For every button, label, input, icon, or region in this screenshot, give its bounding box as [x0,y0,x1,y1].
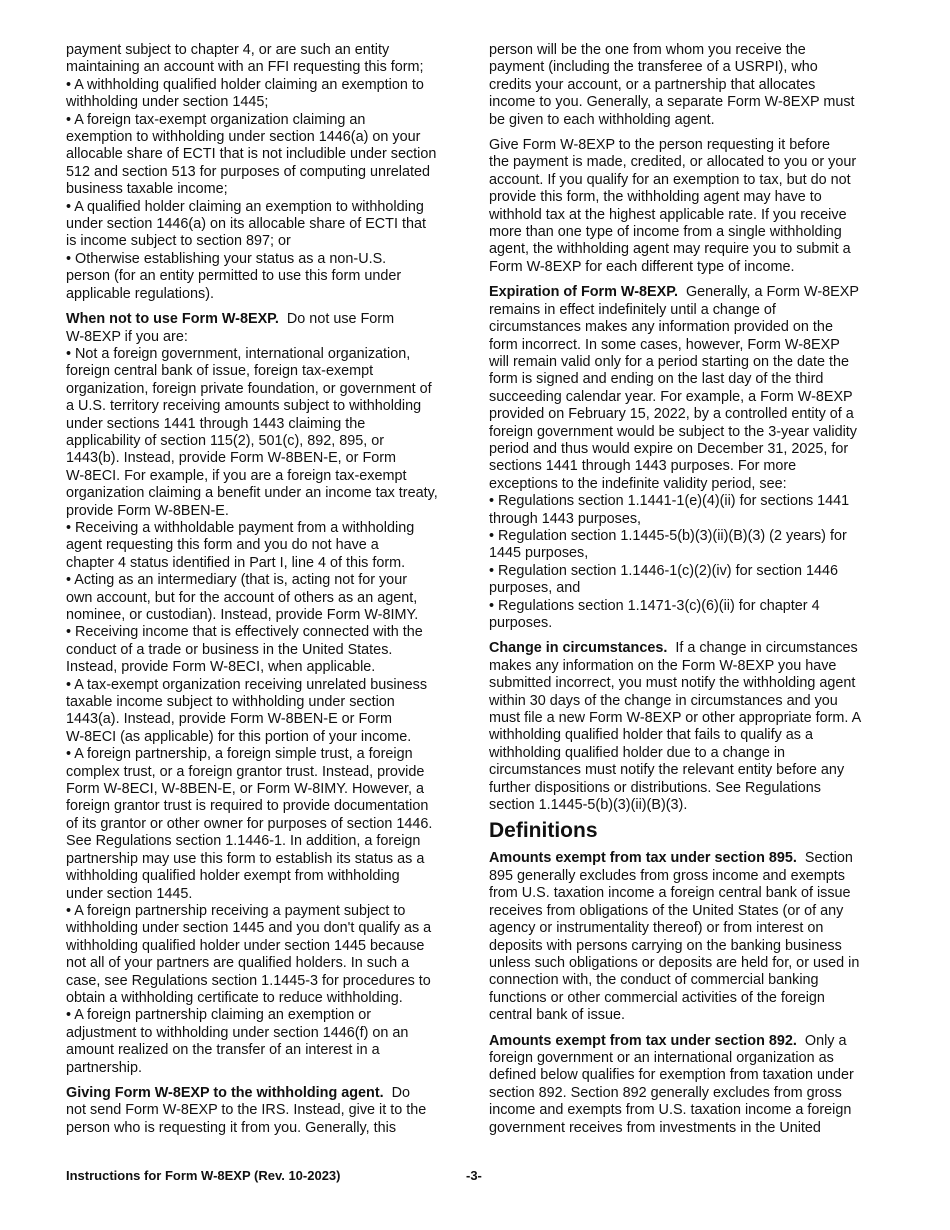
text-line: section 892. Section 892 generally excludes from gross [489,1084,842,1101]
text-line: • A foreign partnership receiving a payment subject to [66,902,406,919]
text-line: foreign government would be subject to the 3-year validity [489,423,857,440]
text-line: exemption to withholding under section 1446(a) on your [66,129,421,146]
text-line: partnership may use this form to establish its status as a [66,850,425,867]
text-line: account. If you qualify for an exemption to tax, but do not [489,171,851,188]
paragraph-gap [489,632,887,640]
text-line: • Not a foreign government, international organization, [66,345,411,362]
text-line: receives from obligations of the United States (or of any [489,902,844,919]
text-line: form incorrect. In some cases, however, Form W-8EXP [489,336,840,353]
text-line: of its grantor or other owner for purposes of section 1446. [66,815,433,832]
text-line: agent, the withholding agent may require you to submit a [489,241,851,258]
text-line: • Receiving income that is effectively connected with the [66,624,423,641]
text-line: Amounts exempt from tax under section 892. Only a [489,1032,847,1049]
text-line: business taxable income; [66,181,228,198]
text-line: period and thus would expire on December 31, 2025, for [489,440,849,457]
text-line: central bank of issue. [489,1007,625,1024]
text-line: will remain valid only for a period starting on the date the [489,353,849,370]
text-line: from U.S. taxation income a foreign central bank of issue [489,885,851,902]
text-line: • A foreign partnership claiming an exemption or [66,1007,372,1024]
text-line: • Regulation section 1.1445-5(b)(3)(ii)(B)(3) (2 years) for [489,527,847,544]
run-in-heading: Change in circumstances. [489,640,668,657]
text-line: functions or other commercial activities of the foreign [489,989,825,1006]
text-line: • A withholding qualified holder claiming an exemption to [66,76,424,93]
text-line: When not to use Form W-8EXP. Do not use Form [66,311,395,328]
paragraph-gap [66,303,462,311]
text-line: the payment is made, credited, or allocated to you or your [489,154,857,171]
text-line: • A tax-exempt organization receiving unrelated business [66,676,428,693]
text-line: person who is requesting it from you. Generally, this [66,1119,397,1136]
text-line: foreign grantor trust is required to provide documentation [66,798,429,815]
text-line: • Regulation section 1.1446-1(c)(2)(iv) for section 1446 [489,562,838,579]
text-line: maintaining an account with an FFI requesting this form; [66,59,424,76]
text-line: W-8ECI (as applicable) for this portion of your income. [66,728,412,745]
text-line: Amounts exempt from tax under section 895. Section [489,850,853,867]
text-line: purposes. [489,615,553,631]
text-line: nominee, or custodian). Instead, provide Form W-8IMY. [66,607,419,623]
paragraph-gap [489,276,887,284]
text-line: W-8ECI. For example, if you are a foreign tax-exempt [66,467,407,484]
text-line: under section 1446(a) on its allocable share of ECTI that [66,216,426,233]
text-line: circumstances makes any information provided on the [489,319,833,336]
text-line: foreign central bank of issue, foreign tax-exempt [66,363,374,380]
text-line: partnership. [66,1059,142,1076]
text-line: foreign government or an international organization as [489,1049,834,1066]
page-number: -3- [466,1168,482,1183]
text-line: withholding qualified holder under section 1445 because [66,937,425,954]
text-line: allocable share of ECTI that is not includible under section [66,146,437,163]
right-column [489,42,887,1137]
text-line: complex trust, or a foreign grantor trust. Instead, provide [66,763,425,780]
text-line: Instead, provide Form W-8ECI, when applicable. [66,659,376,676]
text-line: organization, foreign private foundation, or government of [66,380,432,397]
run-in-heading: Expiration of Form W-8EXP. [489,284,678,301]
text-line: must file a new Form W-8EXP or other appropriate form. A [489,710,862,727]
text-line: withholding qualified holder exempt from withholding [66,868,400,885]
text-line: under sections 1441 through 1443 claiming the [66,415,366,432]
footer-title: Instructions for Form W-8EXP (Rev. 10-2023) [66,1168,341,1183]
text-line: obtain a withholding certificate to reduce withholding. [66,989,403,1006]
text-line: W-8EXP if you are: [66,328,188,345]
text-line: further dispositions or distributions. See Regulations [489,779,821,796]
text-line: under section 1445. [66,885,193,902]
text-line: Change in circumstances. If a change in circumstances [489,640,858,657]
text-line: 1443(a). Instead, provide Form W-8BEN-E or Form [66,711,393,728]
text-line: succeeding calendar year. For example, a Form W-8EXP [489,388,853,405]
text-line: Form W-8EXP for each different type of income. [489,258,795,275]
text-line: person (for an entity permitted to use this form under [66,268,402,285]
text-line: chapter 4 status identified in Part I, line 4 of this form. [66,554,406,571]
text-line: own account, but for the account of others as an agent, [66,589,418,606]
text-line: through 1443 purposes, [489,510,642,527]
text-line: withholding under section 1445 and you don't qualify as a [66,920,432,937]
text-line: • Otherwise establishing your status as a non-U.S. [66,250,387,267]
text-line: is income subject to section 897; or [66,233,291,250]
text-line: within 30 days of the change in circumstances and you [489,692,838,709]
text-line: 1443(b). Instead, provide Form W-8BEN-E, or Form [66,450,397,467]
section-heading: Definitions [489,819,598,843]
run-in-heading: Amounts exempt from tax under section 895. [489,850,797,867]
text-line: Give Form W-8EXP to the person requesting it before [489,137,831,154]
text-line: • Acting as an intermediary (that is, acting not for your [66,572,407,589]
text-line: withholding qualified holder due to a change in [489,744,786,761]
text-line: government receives from investments in the United [489,1119,821,1136]
text-line: withholding under section 1445; [66,94,269,111]
text-line: circumstances must notify the relevant entity before any [489,762,845,779]
text-line: applicable regulations). [66,285,214,302]
text-line: • A foreign tax-exempt organization claiming an [66,111,366,128]
text-line: withholding qualified holder that fails to qualify as a [489,727,813,744]
text-line: agent requesting this form and you do not have a [66,537,379,554]
text-line: payment subject to chapter 4, or are such an entity [66,42,390,58]
text-line: • A foreign partnership, a foreign simple trust, a foreign [66,746,413,763]
text-line: See Regulations section 1.1446-1. In addition, a foreign [66,833,421,850]
text-line: provide this form, the withholding agent may have to [489,189,822,206]
text-line: withhold tax at the highest applicable rate. If you receive [489,206,847,223]
text-line: a U.S. territory receiving amounts subject to withholding [66,398,422,415]
text-line: • Regulations section 1.1471-3(c)(6)(ii) for chapter 4 [489,597,820,614]
text-line: • Receiving a withholdable payment from a withholding [66,519,415,536]
text-line: organization claiming a benefit under an income tax treaty, [66,485,438,502]
text-line: 1445 purposes, [489,545,589,562]
text-line: amount realized on the transfer of an interest in a [66,1042,380,1059]
run-in-heading: When not to use Form W-8EXP. [66,311,279,328]
text-line: not all of your partners are qualified holders. In such a [66,955,410,972]
text-line: deposits with persons carrying on the banking business [489,937,842,954]
text-line: defined below qualifies for exemption from taxation under [489,1067,854,1084]
text-line: not send Form W-8EXP to the IRS. Instead, give it to the [66,1102,427,1119]
text-line: provide Form W-8BEN-E. [66,502,229,519]
text-line: income to you. Generally, a separate Form W-8EXP must [489,94,855,111]
text-line: credits your account, or a partnership that allocates [489,76,816,93]
text-line: payment (including the transferee of a USRPI), who [489,59,818,76]
text-line: 895 generally excludes from gross income and exempts [489,867,845,884]
run-in-heading: Giving Form W-8EXP to the withholding agent. [66,1084,384,1101]
text-line: unless such obligations or deposits are held for, or used in [489,954,860,971]
text-line: person will be the one from whom you receive the [489,42,806,58]
text-line: be given to each withholding agent. [489,111,715,128]
text-line: makes any information on the Form W-8EXP you have [489,657,837,674]
text-line: Form W-8ECI, W-8BEN-E, or Form W-8IMY. However, a [66,781,424,798]
text-line: income and exempts from U.S. taxation income a foreign [489,1102,852,1119]
left-column [66,42,462,1137]
text-line: applicability of section 115(2), 501(c), 892, 895, or [66,432,385,449]
paragraph-gap [489,1025,887,1033]
run-in-heading: Amounts exempt from tax under section 892. [489,1032,797,1049]
text-line: remains in effect indefinitely until a change of [489,301,776,318]
text-line: exceptions to the indefinite validity period, see: [489,475,787,492]
text-line: section 1.1445-5(b)(3)(ii)(B)(3). [489,797,688,814]
text-line: case, see Regulations section 1.1445-3 for procedures to [66,972,431,989]
paragraph-gap [66,1077,462,1085]
text-line: purposes, and [489,580,581,597]
text-line: • A qualified holder claiming an exemption to withholding [66,198,424,215]
text-line: submitted incorrect, you must notify the withholding agent [489,675,856,692]
text-line: sections 1441 through 1443 purposes. For more [489,458,797,475]
text-line: Expiration of Form W-8EXP. Generally, a Form W-8EXP [489,284,859,301]
text-line: adjustment to withholding under section 1446(f) on an [66,1024,409,1041]
paragraph-gap [489,129,887,137]
text-line: 512 and section 513 for purposes of computing unrelated [66,163,431,180]
text-line: more than one type of income from a single withholding [489,224,842,241]
text-line: • Regulations section 1.1441-1(e)(4)(ii) for sections 1441 [489,493,850,510]
text-line: agency or instrumentality thereof) or from interest on [489,920,824,937]
text-line: Giving Form W-8EXP to the withholding agent. Do [66,1084,411,1101]
text-line: form is signed and ending on the last day of the third [489,371,824,388]
text-line: connection with, the conduct of commercial banking [489,972,819,989]
text-line: provided on February 15, 2022, by a controlled entity of a [489,406,854,423]
text-line: taxable income subject to withholding under section [66,694,395,711]
text-line: conduct of a trade or business in the United States. [66,641,393,658]
